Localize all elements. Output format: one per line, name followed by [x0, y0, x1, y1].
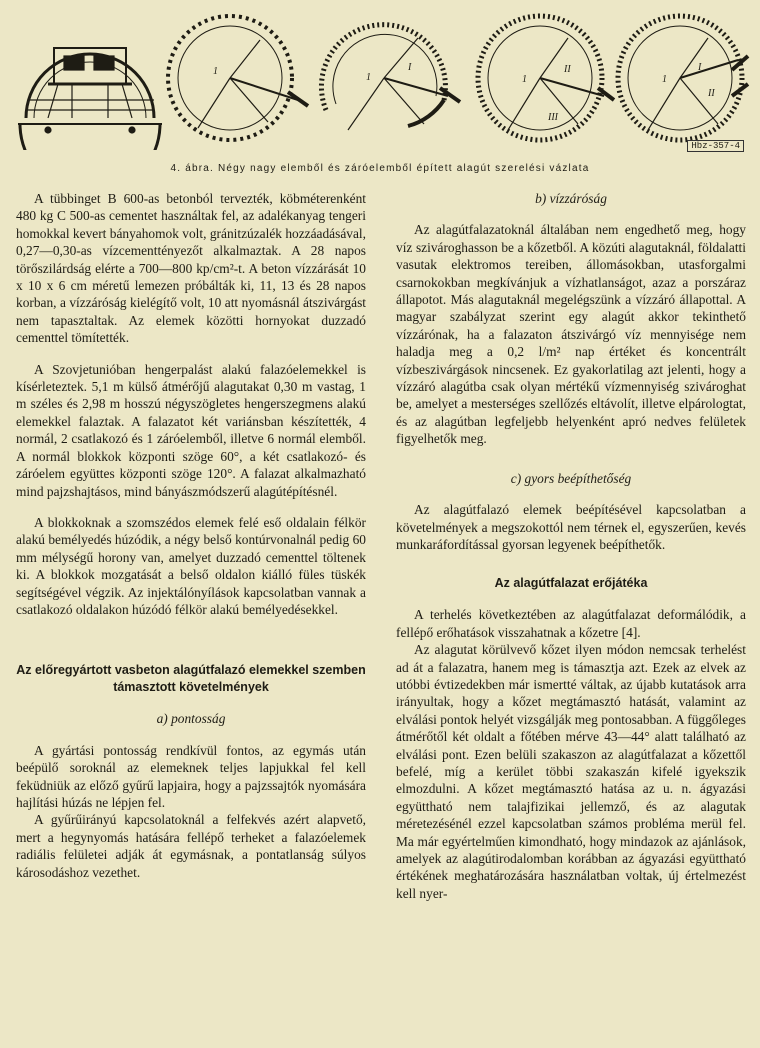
paragraph: A terhelés következtében az alagútfalazat deformálódik, a fellépő erőhatások visszahatnak a kőzetre [4]. [396, 607, 746, 640]
subheading: c) gyors beépíthetőség [510, 470, 632, 486]
figure-panel-3 [321, 25, 460, 130]
svg-text:II: II [564, 64, 571, 75]
right-column [396, 190, 746, 902]
svg-text:1: 1 [662, 74, 667, 85]
section-heading: Az alagútfalazat erőjátéka [494, 576, 648, 591]
svg-text:II: II [708, 88, 715, 99]
paragraph: Az alagutat körülvevő kőzet ilyen módon nemcsak terhelést ad át a falazatra, hanem meg is támasztja azt. Ezek az elvek az utóbbi évtizedekben már ismertté váltak, az újabb kutatások arra irányultak, hogy a kőzet megtámasztó hatását, valamint az elválási pontok helyét vizsgálják meg pontosabban. A függőleges átmérőtől két oldalt a főtében mérve 43—44° alatt található az elválási pont. Ezen belüli szakaszon az alagútfalazat a kőzettől befelé, míg a kerület többi szakaszán kifelé igyekszik elmozdulni. A kőzet megtámasztó hatása az u. n. ágyazási együttható nem talajfizikai jellemző, és az alagutak méretezésénél ezzel kapcsolatban számos probléma merül fel. Ma már egyértelműen kimondható, hogy mindazok az ajánlások, amelyek az alagútirodalomban korábban az ágyazási együttható értékének meghatározására használatban voltak, új értelmezést kell nyer- [396, 642, 746, 901]
paragraph: A gyűrűirányú kapcsolatoknál a felfekvés azért alapvető, mert a hegynyomás hatására fellépő terheket a falazóelemek radiális felületei adják át egymásnak, a pontatlanság súlyos károsodáshoz vezethet. [16, 812, 366, 880]
paragraph: A Szovjetunióban hengerpalást alakú falazóelemekkel is kísérleteztek. 5,1 m külső átmérőjű alagutakat 0,30 m vastag, 1 m széles és 2,98 m hosszú négyszögletes hengerszegmens alakú elemekkel falaztak. A falazatot két variánsban készítették, 4 normál, 2 csatlakozó és 1 záróelemből, illetve 6 normál elemből. A normál blokkok központi szöge 60°, a két csatlakozó- és záróelem együttes központi szöge 120°. A falazat alkalmazható mind pajzshajtásos, mind bányászmódszerű alagútépítésnél. [16, 361, 366, 499]
svg-text:I: I [698, 62, 702, 73]
svg-text:1: 1 [213, 66, 218, 77]
paragraph: A gyártási pontosság rendkívül fontos, az egymás után beépülő soroknál az elemeknek teljes lapjukkal fel kell feküdniük az előző gyűrű lapjaira, hogy a pajzssajtók nyomására hajlítási húzás ne lépjen fel. [16, 742, 366, 810]
tunnel-assembly-diagram [8, 0, 752, 150]
figure-panel-4 [478, 16, 614, 140]
figure-panel-2 [168, 16, 308, 140]
svg-text:1: 1 [522, 74, 527, 85]
paragraph: A tübbinget B 600-as betonból tervezték, köbméterenként 480 kg C 500-as cementet használtak fel, az adalékanyag tengeri homokkal kevert bányahomok volt, gránitzúzalék hozzáadásával, 0,27—0,30-as vízcementtényezőt alkalmaztak. A 28 napos törőszilárdság elérte a 700—800 kp/cm²-t. A beton vízzárását 10 x 10 x 6 cm méretű lemezen próbálták ki, 11, 13 és 28 napos korban, a vízzáróság kielégítő volt, 10 att nyomásnál átszivárgást nem tapasztaltak. Az elemek közötti hornyokat duzzadó cementtel tömítették. [16, 191, 366, 346]
figure-caption: 4. ábra. Négy nagy elemből és záróelemből épített alagút szerelési vázlata [170, 163, 590, 174]
svg-text:III: III [548, 112, 558, 123]
paragraph: Az alagútfalazatoknál általában nem engedhető meg, hogy víz szivároghasson be a kőzetből. A közúti alagutaknál, földalatti vasutak elektromos tereiben, állomásokban, utasforgalmi csarnokokban megkívánjuk a vízhatlanságot, azaz a porszáraz állapotot. Más alagutaknál megelégszünk a vízzáró állapottal. A magyar szabályzat szerint egy alagút akkor tekinthető vízzárónak, ha a falazaton átszivárgó víz mennyisége nem haladja meg a 0,2 l/m² nap értéket és koncentrált vízbeszivárgások nincsenek. Ez gyakorlatilag azt jelenti, hogy a vízzáró alagútba csak olyan mértékű vízmennyiség szivároghat be, amelyet a mesterséges szellőzés eltávolít, illetve elpárologtat, és az alagútban legfeljebb helyenként apró nedves felületek figyelhetők meg. [396, 222, 746, 447]
paragraph: Az alagútfalazó elemek beépítésével kapcsolatban a követelmények a megszokottól nem térnek el, egyszerűen, kevés munkaráfordítással gyorsan legyenek beépíthetők. [396, 502, 746, 552]
subheading: a) pontosság [156, 711, 226, 727]
left-column [16, 190, 366, 881]
svg-text:I: I [408, 62, 412, 73]
figure-code: Hbz-357-4 [687, 140, 744, 152]
assembly-figure [8, 0, 752, 168]
svg-text:1: 1 [366, 72, 371, 83]
figure-panel-1 [18, 48, 162, 150]
figure-panel-5 [618, 16, 748, 140]
section-heading: Az előregyártott vasbeton alagútfalazó elemekkel szemben támasztott követelmények [16, 663, 366, 695]
subheading: b) vízzáróság [535, 191, 607, 206]
paragraph: A blokkoknak a szomszédos elemek felé eső oldalain félkör alakú bemélyedés húzódik, a négy belső kontúrvonalnál pedig 60 mm mélységű horony van, amelyet duzzadó cementtel töltenek ki. A blokkok mozgatását a belső oldalon kiálló füles tüskék segítségével végzik. Az injektálónyílások kapcsolatban vannak a csatlakozó oldalakon húzódó félkör alakú bemélyedésekkel. [16, 514, 366, 617]
